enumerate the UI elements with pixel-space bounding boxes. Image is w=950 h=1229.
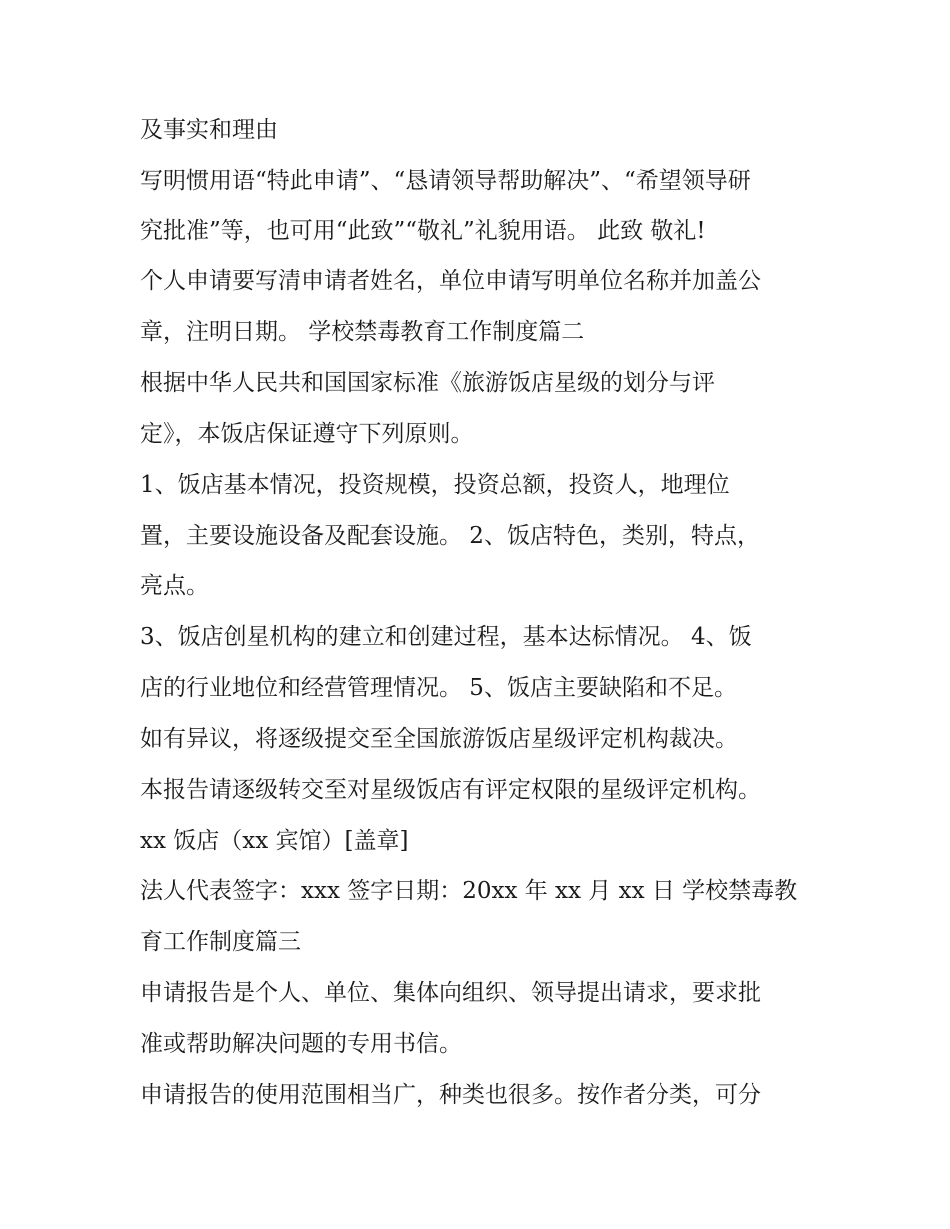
text-line: 育工作制度篇三 xyxy=(140,929,301,955)
text-line: 法人代表签字：xxx 签字日期：20xx 年 xx 月 xx 日 学校禁毒教 xyxy=(140,878,798,904)
text-line: 究批准”等，也可用“此致”“敬礼”礼貌用语。 此致 敬礼! xyxy=(140,218,706,244)
text-line: 店的行业地位和经营管理情况。 5、饭店主要缺陷和不足。 xyxy=(140,675,737,701)
text-line: 章，注明日期。 学校禁毒教育工作制度篇二 xyxy=(140,319,585,345)
text-line: 写明惯用语“特此申请”、“恳请领导帮助解决”、“希望领导研 xyxy=(140,168,751,194)
text-line: xx 饭店（xx 宾馆）[盖章] xyxy=(140,828,409,854)
text-line: 准或帮助解决问题的专用书信。 xyxy=(140,1031,462,1057)
text-line: 根据中华人民共和国国家标准《旅游饭店星级的划分与评 xyxy=(140,370,715,396)
text-line: 3、饭店创星机构的建立和创建过程，基本达标情况。 4、饭 xyxy=(140,624,752,650)
text-line: 及事实和理由 xyxy=(140,117,278,143)
text-line: 本报告请逐级转交至对星级饭店有评定权限的星级评定机构。 xyxy=(140,777,761,803)
text-line: 1、饭店基本情况，投资规模，投资总额，投资人，地理位 xyxy=(140,472,730,498)
text-line: 定》，本饭店保证遵守下列原则。 xyxy=(140,421,474,447)
text-line: 申请报告是个人、单位、集体向组织、领导提出请求，要求批 xyxy=(140,980,761,1006)
text-line: 个人申请要写清申请者姓名，单位申请写明单位名称并加盖公 xyxy=(140,268,761,294)
text-line: 申请报告的使用范围相当广，种类也很多。按作者分类，可分 xyxy=(140,1082,761,1108)
text-line: 置，主要设施设备及配套设施。 2、饭店特色，类别，特点， xyxy=(140,523,760,549)
text-line: 亮点。 xyxy=(140,573,209,599)
text-line: 如有异议，将逐级提交至全国旅游饭店星级评定机构裁决。 xyxy=(140,726,738,752)
